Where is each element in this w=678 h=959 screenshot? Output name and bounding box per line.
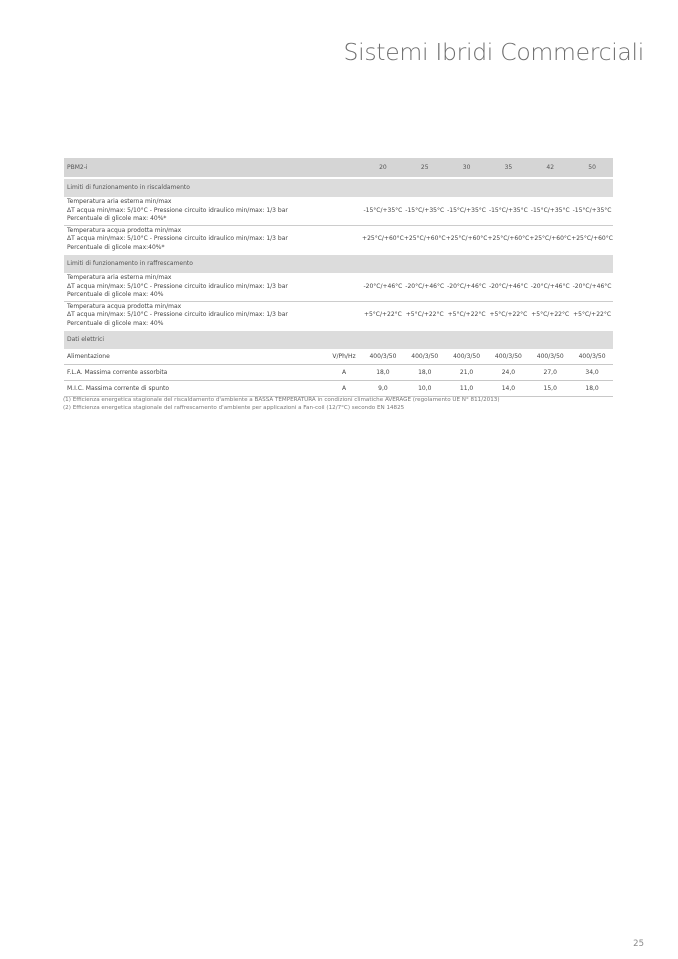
value-cell: -20°C/+46°C bbox=[487, 273, 529, 301]
table-row bbox=[64, 225, 613, 254]
value-cell: -20°C/+46°C bbox=[362, 273, 404, 301]
row-label-line: Percentuale di glicole max:40%* bbox=[67, 243, 165, 251]
value-cell: 10,0 bbox=[404, 381, 446, 397]
value-cell: 24,0 bbox=[487, 365, 529, 381]
footnote: (1) Efficienza energetica stagionale del riscaldamento d'ambiente a BASSA TEMPERATURA in condizioni climatiche AVERAGE (regolamento UE N° 811/2013) bbox=[63, 397, 500, 403]
unit-cell: V/Ph/Hz bbox=[326, 349, 362, 365]
unit-cell: A bbox=[326, 381, 362, 397]
value-cell: +25°C/+60°C bbox=[571, 225, 613, 254]
page-title: Sistemi Ibridi Commerciali bbox=[343, 38, 644, 66]
value-cell: +5°C/+22°C bbox=[487, 301, 529, 330]
value-cell: 34,0 bbox=[571, 365, 613, 381]
value-cell: -15°C/+35°C bbox=[487, 197, 529, 225]
row-label bbox=[64, 301, 362, 330]
value-cell: -20°C/+46°C bbox=[571, 273, 613, 301]
value-cell: 15,0 bbox=[529, 381, 571, 397]
row-label: F.L.A. Massima corrente assorbita bbox=[64, 365, 326, 381]
value-cell: 400/3/50 bbox=[487, 349, 529, 365]
row-label: Alimentazione bbox=[64, 349, 326, 365]
value-cell: 400/3/50 bbox=[446, 349, 488, 365]
row-label-line: ΔT acqua min/max: 5/10°C - Pressione circuito idraulico min/max: 1/3 bar bbox=[67, 235, 288, 242]
row-label bbox=[64, 197, 362, 225]
value-cell: -20°C/+46°C bbox=[446, 273, 488, 301]
section-header-cooling bbox=[64, 254, 613, 273]
table-row bbox=[64, 349, 613, 365]
value-cell: 400/3/50 bbox=[362, 349, 404, 365]
value-cell: 9,0 bbox=[362, 381, 404, 397]
value-cell: -15°C/+35°C bbox=[529, 197, 571, 225]
section-header-electrical bbox=[64, 330, 613, 349]
value-cell: 21,0 bbox=[446, 365, 488, 381]
page-number: 25 bbox=[633, 939, 644, 949]
table-header-row bbox=[64, 158, 613, 178]
row-label bbox=[64, 273, 362, 301]
unit-header-cell bbox=[326, 158, 362, 178]
row-label-line: Temperatura acqua prodotta min/max bbox=[67, 226, 182, 234]
size-header: 30 bbox=[446, 158, 488, 178]
section-header-heating bbox=[64, 178, 613, 197]
footnotes bbox=[63, 396, 500, 412]
row-label-line: Temperatura aria esterna min/max bbox=[67, 274, 172, 281]
table-row bbox=[64, 273, 613, 301]
value-cell: +25°C/+60°C bbox=[404, 225, 446, 254]
value-cell: 18,0 bbox=[571, 381, 613, 397]
table-row bbox=[64, 381, 613, 397]
value-cell: 27,0 bbox=[529, 365, 571, 381]
row-label-line: ΔT acqua min/max: 5/10°C - Pressione circuito idraulico min/max: 1/3 bar bbox=[67, 206, 288, 214]
footnote: (2) Efficienza energetica stagionale del raffrescamento d'ambiente per applicazioni a Fan-coil (12/7°C) secondo EN 14825 bbox=[63, 405, 405, 411]
size-header: 20 bbox=[362, 158, 404, 178]
value-cell: +5°C/+22°C bbox=[446, 301, 488, 330]
value-cell: 18,0 bbox=[362, 365, 404, 381]
row-label: M.I.C. Massima corrente di spunto bbox=[64, 381, 326, 397]
value-cell: -20°C/+46°C bbox=[529, 273, 571, 301]
value-cell: +25°C/+60°C bbox=[529, 225, 571, 254]
value-cell: 400/3/50 bbox=[529, 349, 571, 365]
model-name: PBM2-i bbox=[64, 158, 326, 178]
row-label-line: Temperatura acqua prodotta min/max bbox=[67, 302, 182, 310]
table-row bbox=[64, 197, 613, 225]
row-label-line: Percentuale di glicole max: 40% bbox=[67, 291, 164, 298]
size-header: 42 bbox=[529, 158, 571, 178]
row-label-line: Percentuale di glicole max: 40% bbox=[67, 319, 164, 327]
row-label-line: ΔT acqua min/max: 5/10°C - Pressione circuito idraulico min/max: 1/3 bar bbox=[67, 311, 288, 318]
value-cell: -15°C/+35°C bbox=[571, 197, 613, 225]
section-title: Limiti di funzionamento in raffrescamento bbox=[64, 254, 613, 273]
table-row bbox=[64, 365, 613, 381]
value-cell: +5°C/+22°C bbox=[529, 301, 571, 330]
specifications-table bbox=[64, 158, 613, 397]
size-header: 50 bbox=[571, 158, 613, 178]
value-cell: 400/3/50 bbox=[571, 349, 613, 365]
value-cell: -15°C/+35°C bbox=[446, 197, 488, 225]
value-cell: -15°C/+35°C bbox=[404, 197, 446, 225]
row-label-line: Temperatura aria esterna min/max bbox=[67, 198, 172, 205]
value-cell: 18,0 bbox=[404, 365, 446, 381]
size-header: 35 bbox=[487, 158, 529, 178]
value-cell: +5°C/+22°C bbox=[571, 301, 613, 330]
value-cell: 400/3/50 bbox=[404, 349, 446, 365]
value-cell: 14,0 bbox=[487, 381, 529, 397]
size-header: 25 bbox=[404, 158, 446, 178]
value-cell: -20°C/+46°C bbox=[404, 273, 446, 301]
value-cell: 11,0 bbox=[446, 381, 488, 397]
value-cell: +5°C/+22°C bbox=[404, 301, 446, 330]
unit-cell: A bbox=[326, 365, 362, 381]
value-cell: +25°C/+60°C bbox=[487, 225, 529, 254]
value-cell: +25°C/+60°C bbox=[446, 225, 488, 254]
value-cell: +25°C/+60°C bbox=[362, 225, 404, 254]
section-title: Limiti di funzionamento in riscaldamento bbox=[64, 178, 613, 197]
value-cell: +5°C/+22°C bbox=[362, 301, 404, 330]
value-cell: -15°C/+35°C bbox=[362, 197, 404, 225]
table-row bbox=[64, 301, 613, 330]
row-label-line: ΔT acqua min/max: 5/10°C - Pressione circuito idraulico min/max: 1/3 bar bbox=[67, 282, 288, 290]
row-label-line: Percentuale di glicole max: 40%* bbox=[67, 215, 167, 222]
row-label bbox=[64, 225, 362, 254]
section-title: Dati elettrici bbox=[64, 330, 613, 349]
